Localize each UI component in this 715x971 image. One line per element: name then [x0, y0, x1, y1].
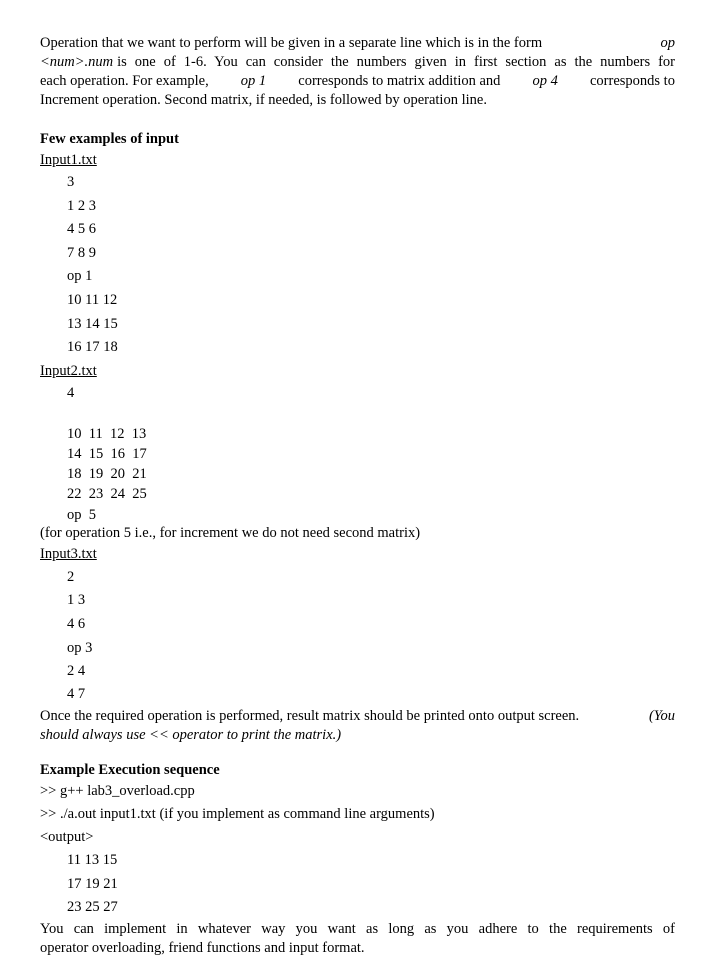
- intro-line-2: [40, 55, 675, 70]
- input2-line: 14 15 16 17: [67, 446, 147, 462]
- intro-line-1: [40, 36, 675, 51]
- input1-line: op 1: [67, 268, 93, 284]
- output-line: 23 25 27: [67, 899, 118, 915]
- input1-line: 3: [67, 174, 75, 190]
- intro-text: corresponds to matrix addition and: [298, 73, 501, 89]
- input3-line: 2 4: [67, 663, 86, 679]
- command-line: >> ./a.out input1.txt (if you implement as command line arguments): [40, 806, 435, 822]
- input2-line: 22 23 24 25: [67, 486, 147, 502]
- intro-text: corresponds to: [589, 73, 675, 89]
- input3-filename: Input3.txt: [40, 546, 97, 562]
- intro-text: is one of 1-6. You can consider the numbers given in first section as the numbers for: [117, 54, 675, 70]
- input1-line: 10 11 12: [67, 292, 118, 308]
- input3-line: 4 7: [67, 686, 86, 702]
- intro-num-keyword: <num>.num: [40, 54, 114, 70]
- output-label: <output>: [40, 829, 94, 845]
- input2-line: op 5: [67, 507, 96, 523]
- input2-note: (for operation 5 i.e., for increment we do not need second matrix): [40, 525, 421, 541]
- input2-line: 18 19 20 21: [67, 466, 147, 482]
- input2-line: 10 11 12 13: [67, 426, 147, 442]
- input1-line: 7 8 9: [67, 245, 96, 261]
- intro-line-3: [40, 74, 675, 89]
- intro-op1: op 1: [240, 73, 267, 89]
- output-line: 11 13 15: [67, 852, 118, 868]
- intro-text: Operation that we want to perform will be given in a separate line which is in the form: [40, 35, 543, 51]
- output-line: 17 19 21: [67, 876, 118, 892]
- closing-line-1: You can implement in whatever way you want as long as you adhere to the requirements of: [40, 921, 675, 937]
- input2-size: 4: [67, 385, 75, 401]
- result-line-2: should always use << operator to print the matrix.): [40, 727, 342, 743]
- result-line-1: [40, 709, 675, 724]
- input1-filename: Input1.txt: [40, 152, 97, 168]
- examples-heading: Few examples of input: [40, 131, 179, 147]
- result-text: Once the required operation is performed, result matrix should be printed onto output screen.: [40, 708, 580, 724]
- input1-line: 4 5 6: [67, 221, 96, 237]
- input3-line: op 3: [67, 640, 93, 656]
- input2-filename: Input2.txt: [40, 363, 97, 379]
- command-line: >> g++ lab3_overload.cpp: [40, 783, 195, 799]
- input1-line: 13 14 15: [67, 316, 118, 332]
- input3-line: 4 6: [67, 616, 86, 632]
- result-text-italic: (You: [648, 708, 675, 724]
- input1-line: 1 2 3: [67, 198, 96, 214]
- input1-line: 16 17 18: [67, 339, 118, 355]
- closing-line-2: operator overloading, friend functions and input format.: [40, 940, 365, 956]
- intro-text: each operation. For example,: [40, 73, 209, 89]
- intro-line-4: Increment operation. Second matrix, if needed, is followed by operation line.: [40, 92, 487, 108]
- intro-op-keyword: op: [660, 35, 675, 51]
- input3-line: 2: [67, 569, 75, 585]
- intro-op4: op 4: [532, 73, 558, 89]
- input3-line: 1 3: [67, 592, 86, 608]
- execution-heading: Example Execution sequence: [40, 762, 220, 778]
